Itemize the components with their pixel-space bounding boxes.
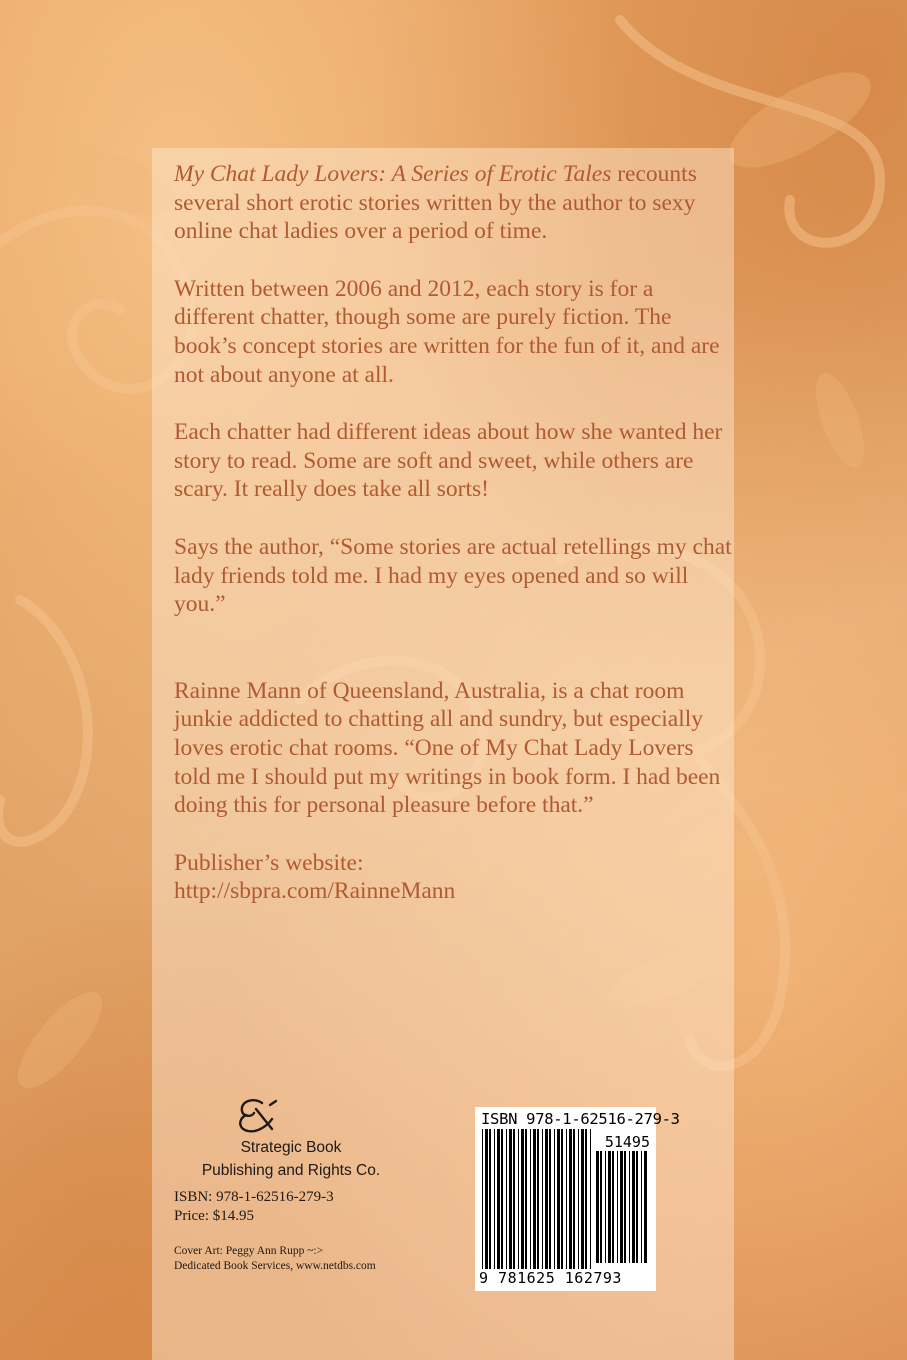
publication-info (174, 1188, 334, 1226)
publisher-name-line-2: Publishing and Rights Co. (201, 1162, 381, 1179)
sbpra-logo-icon (232, 1095, 282, 1135)
barcode-bar (549, 1129, 551, 1269)
book-title: My Chat Lady Lovers: A Series of Erotic Tales (174, 161, 612, 187)
price-code: 51495 (604, 1133, 650, 1151)
barcode-bar (482, 1129, 483, 1269)
barcode-bar (605, 1151, 606, 1263)
barcode-box (475, 1107, 680, 1291)
blurb-paragraph-1 (174, 160, 734, 246)
barcode-bar (569, 1129, 572, 1269)
barcode-bar (501, 1129, 503, 1269)
barcode-bar (585, 1129, 587, 1269)
barcode-bar (581, 1129, 584, 1269)
cover-art-credit: Cover Art: Peggy Ann Rupp ~:> (174, 1245, 324, 1257)
barcode-bar (561, 1129, 563, 1269)
book-services-credit: Dedicated Book Services, www.netdbs.com (174, 1260, 376, 1272)
blurb-paragraph-3: Each chatter had different ideas about how she wanted her story to read. Some are soft and sweet, while others are scary. It really does take all sorts! (174, 419, 723, 503)
barcode-bar (518, 1129, 519, 1269)
barcode-bar (617, 1151, 618, 1263)
barcode-bar (612, 1151, 614, 1263)
barcode-bar (590, 1129, 591, 1269)
blurb-paragraph-4: Says the author, “Some stories are actual retellings my chat lady friends told me. I had my eyes opened and so will you.” (174, 533, 732, 618)
publisher-name-line-1: Strategic Book (240, 1139, 342, 1156)
barcode-bar (509, 1129, 512, 1269)
barcode-bar (596, 1151, 599, 1263)
website-url: http://sbpra.com/RainneMann (174, 878, 456, 905)
publisher-website (174, 849, 734, 906)
barcode-bar (537, 1129, 539, 1269)
barcode-bar (545, 1129, 548, 1269)
blurb-paragraph-2: Written between 2006 and 2012, each story is for a different chatter, though some are purely fiction. The book’s concept stories are written for the fun of it, and are not about anyone at all. (174, 275, 720, 388)
barcode-bar (489, 1129, 491, 1269)
barcode-bar (530, 1129, 531, 1269)
barcode-bar (641, 1151, 642, 1263)
barcode-isbn-label: ISBN 978-1-62516-279-3 (481, 1110, 680, 1128)
publisher-name (196, 1136, 386, 1182)
barcode-bar (632, 1151, 635, 1263)
author-bio: Rainne Mann of Queensland, Australia, is a chat room junkie addicted to chatting all and sundry, but especially loves erotic chat rooms. “One of My Chat Lady Lovers told me I should put my writings in book form. I had been doing this for personal pleasure before that.” (174, 677, 721, 819)
barcode-bar (578, 1129, 579, 1269)
barcode-bar (573, 1129, 575, 1269)
barcode-bar (506, 1129, 507, 1269)
barcode-bar (600, 1151, 602, 1263)
barcode-bar (494, 1129, 495, 1269)
barcode-bar (521, 1129, 524, 1269)
barcode-digits: 9 781625 162793 (479, 1269, 622, 1287)
barcode-bar (608, 1151, 611, 1263)
back-cover-blurb (174, 160, 734, 935)
barcode-bar (644, 1151, 647, 1263)
blurb-paragraph-1-text: recounts several short erotic stories written by the author to sexy online chat ladies over a period of time. (174, 161, 697, 245)
barcode-bar (636, 1151, 638, 1263)
barcode-bar (513, 1129, 515, 1269)
barcode-bar (554, 1129, 555, 1269)
barcode-bar (485, 1129, 488, 1269)
barcode-bar (525, 1129, 527, 1269)
price-addon-barcode (595, 1151, 650, 1263)
ean-barcode (481, 1129, 593, 1269)
isbn-text: ISBN: 978-1-62516-279-3 (174, 1189, 334, 1205)
barcode-bar (533, 1129, 536, 1269)
barcode-bar (629, 1151, 630, 1263)
cover-credits (174, 1244, 376, 1274)
price-text: Price: $14.95 (174, 1208, 254, 1224)
barcode-bar (542, 1129, 543, 1269)
barcode-bar (624, 1151, 626, 1263)
barcode-bar (497, 1129, 500, 1269)
barcode-bar (566, 1129, 567, 1269)
barcode-bar (620, 1151, 623, 1263)
website-label: Publisher’s website: (174, 849, 364, 876)
barcode-bar (557, 1129, 560, 1269)
